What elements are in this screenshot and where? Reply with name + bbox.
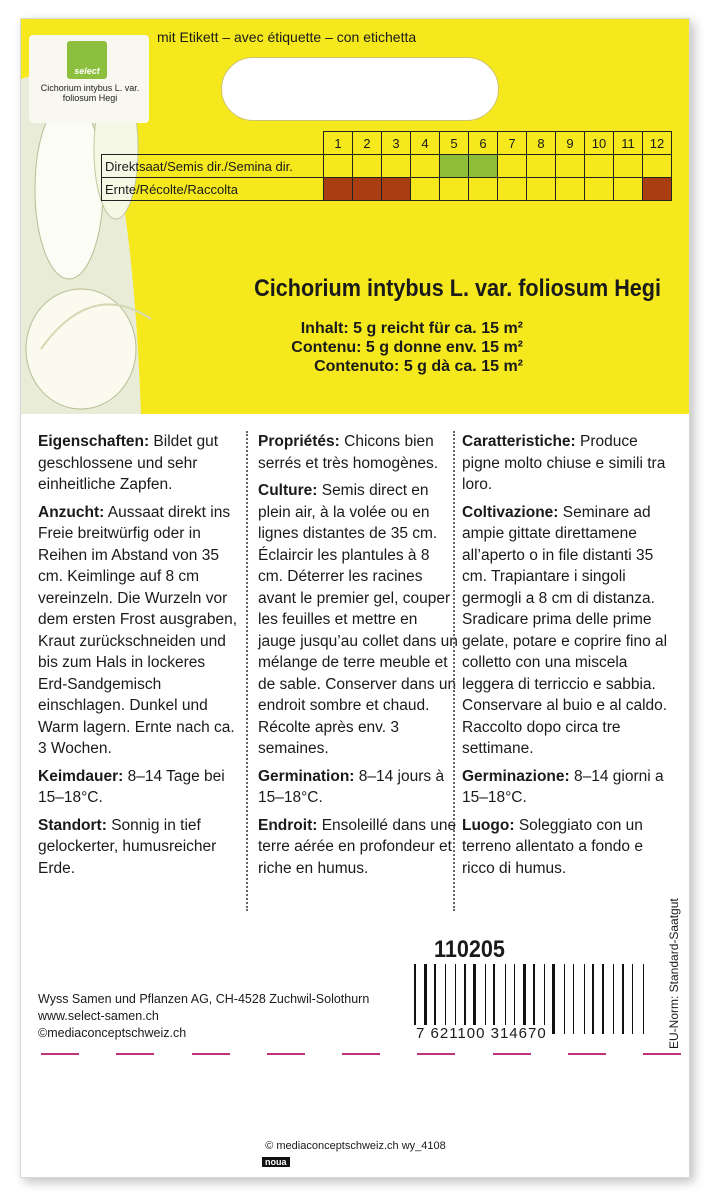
month-label: 12 xyxy=(643,132,672,155)
content-it: Contenuto: 5 g dà ca. 15 m² xyxy=(314,358,523,375)
month-cell xyxy=(411,178,440,201)
website-link[interactable]: www.select-samen.ch xyxy=(38,1009,159,1023)
barcode-bar xyxy=(632,964,633,1034)
barcode-bar xyxy=(602,964,604,1034)
hang-hole xyxy=(221,57,499,121)
barcode-bar xyxy=(514,964,515,1034)
barcode-bar xyxy=(464,964,466,1034)
barcode-bar xyxy=(509,964,511,1034)
month-cell xyxy=(614,155,643,178)
paragraph: Eigenschaften: Bildet gut geschlossene und sehr einheitliche Zapfen. xyxy=(38,433,219,493)
month-label: 2 xyxy=(353,132,382,155)
barcode-bar xyxy=(558,964,560,1034)
paragraph: Coltivazione: Seminare ad ampie gittate direttamene all’aperto o in file distanti 35 cm. Trapiantare i singoli germogli a 8 cm di distanza. Sradicare prima delle prime gelate, potare e coprire fino al colletto con una miscela leggera di terriccio e sabbia. Conservare al buio e al caldo. Raccolto dopo circa tre settimane. xyxy=(462,503,668,757)
row-label: Direktsaat/Semis dir./Semina dir. xyxy=(102,155,324,178)
month-label: 7 xyxy=(498,132,527,155)
label-note: mit Etikett – avec étiquette – con etichetta xyxy=(157,29,417,45)
month-cell xyxy=(382,178,411,201)
column-italian xyxy=(462,431,677,885)
lot-number: 110205 xyxy=(434,936,505,963)
barcode-bar xyxy=(430,964,431,1034)
barcode-bar xyxy=(544,964,545,1034)
barcode-bar xyxy=(459,964,460,1034)
barcode-bar xyxy=(588,964,589,1034)
barcode-bar xyxy=(533,964,535,1034)
select-logo: select xyxy=(67,41,107,79)
barcode-bar xyxy=(613,964,614,1034)
barcode-bar xyxy=(498,964,501,1034)
barcode-bar xyxy=(455,964,456,1034)
content-info xyxy=(21,319,523,376)
barcode-bar xyxy=(529,964,530,1034)
paragraph: Propriétés: Chicons bien serrés et très homogènes. xyxy=(258,433,439,472)
month-cell xyxy=(440,155,469,178)
barcode-bar xyxy=(445,964,446,1034)
paragraph: Culture: Semis direct en plein air, à la volée ou en lignes distantes de 35 cm. Éclaircir les plantules à 8 cm. Déterrer les racines avant le premier gel, couper les feuilles et mettre en jauge jusqu’au collet dans un mélange de terre meuble et de sable. Conserver dans un endroit sombre et chaud. Récolte après env. 3 semaines. xyxy=(258,482,458,757)
month-cell xyxy=(324,178,353,201)
column-french xyxy=(258,431,458,885)
barcode-bar xyxy=(568,964,570,1034)
barcode-bar xyxy=(627,964,629,1034)
barcode-bar xyxy=(577,964,580,1034)
month-cell xyxy=(324,155,353,178)
paragraph: Endroit: Ensoleillé dans une terre aérée en profondeur et riche en humus. xyxy=(258,816,457,877)
month-label: 6 xyxy=(469,132,498,155)
cut-line xyxy=(41,1053,681,1055)
seed-packet xyxy=(20,18,690,1178)
address-line: ©mediaconceptschweiz.ch xyxy=(38,1026,187,1040)
barcode-bar xyxy=(548,964,549,1034)
month-cell xyxy=(527,178,556,201)
month-label: 3 xyxy=(382,132,411,155)
barcode-bar xyxy=(622,964,624,1034)
paragraph: Caratteristiche: Produce pigne molto chiuse e simili tra loro. xyxy=(462,433,666,493)
barcode-bar xyxy=(419,964,420,1034)
barcode-bar xyxy=(485,964,486,1034)
product-title: Cichorium intybus L. var. foliosum Hegi xyxy=(254,275,662,302)
barcode-bar xyxy=(439,964,441,1034)
month-label: 8 xyxy=(527,132,556,155)
month-label: 4 xyxy=(411,132,440,155)
barcode-digits: 7 621100 314670 xyxy=(416,1025,547,1042)
barcode-bar xyxy=(647,964,649,1034)
address-line: Wyss Samen und Pflanzen AG, CH-4528 Zuchwil-Solothurn xyxy=(38,992,370,1006)
month-cell xyxy=(353,178,382,201)
row-label: Ernte/Récolte/Raccolta xyxy=(102,178,324,201)
paragraph: Standort: Sonnig in tief gelockerter, humusreicher Erde. xyxy=(38,816,217,877)
month-cell xyxy=(585,155,614,178)
print-credit: © mediaconceptschweiz.ch wy_4108 xyxy=(265,1140,446,1152)
month-label: 1 xyxy=(324,132,353,155)
barcode-bar xyxy=(617,964,618,1034)
month-cell xyxy=(527,155,556,178)
barcode-bar xyxy=(424,964,427,1034)
month-cell xyxy=(440,178,469,201)
barcode-bar xyxy=(493,964,495,1034)
paragraph: Keimdauer: 8–14 Tage bei 15–18°C. xyxy=(38,767,225,806)
company-address xyxy=(38,991,369,1042)
barcode-bar xyxy=(597,964,598,1034)
paragraph: Anzucht: Aussaat direkt ins Freie breitwürfig oder in Reihen im Abstand von 35 cm. Keimlinge auf 8 cm vereinzeln. Die Wurzeln vor dem ersten Frost ausgraben, Kraut zurückschneiden und bis zum Hals in lockeres Erd-Sandgemisch einschlagen. Dunkel und Warm lagern. Ernte nach ca. 3 Wochen. xyxy=(38,503,238,757)
month-cell xyxy=(498,178,527,201)
barcode-bar xyxy=(479,964,481,1034)
month-cell xyxy=(585,178,614,201)
month-cell xyxy=(556,155,585,178)
barcode-bar xyxy=(643,964,644,1034)
month-cell xyxy=(469,155,498,178)
barcode-bar xyxy=(584,964,585,1034)
barcode-bar xyxy=(473,964,476,1034)
barcode-bar xyxy=(449,964,452,1034)
tag-text: Cichorium intybus L. var. foliosum Hegi xyxy=(40,83,140,103)
barcode-bar xyxy=(564,964,565,1034)
calendar-row-sowing xyxy=(102,155,672,178)
content-de: Inhalt: 5 g reicht für ca. 15 m² xyxy=(300,320,523,337)
barcode-bar xyxy=(414,964,416,1034)
barcode-bar xyxy=(592,964,594,1034)
column-divider xyxy=(453,431,455,911)
paragraph: Germinazione: 8–14 giorni a 15–18°C. xyxy=(462,767,664,806)
month-label: 5 xyxy=(440,132,469,155)
month-cell xyxy=(411,155,440,178)
barcode-bar xyxy=(505,964,506,1034)
month-label: 9 xyxy=(556,132,585,155)
month-cell xyxy=(498,155,527,178)
column-german xyxy=(38,431,238,885)
barcode-bar xyxy=(552,964,555,1034)
barcode-bar xyxy=(523,964,526,1034)
barcode-bar xyxy=(469,964,470,1034)
month-cell xyxy=(614,178,643,201)
printer-logo: noua xyxy=(262,1157,290,1167)
barcode-bar xyxy=(434,964,436,1034)
column-divider xyxy=(246,431,248,911)
barcode-bar xyxy=(573,964,574,1034)
month-cell xyxy=(643,178,672,201)
month-label: 10 xyxy=(585,132,614,155)
month-cell xyxy=(353,155,382,178)
paragraph: Luogo: Soleggiato con un terreno allentato a fondo e ricco di humus. xyxy=(462,816,643,877)
barcode-bar xyxy=(636,964,639,1034)
month-cell xyxy=(382,155,411,178)
barcode-bar xyxy=(489,964,490,1034)
month-cell xyxy=(643,155,672,178)
month-cell xyxy=(556,178,585,201)
month-cell xyxy=(469,178,498,201)
yellow-header xyxy=(21,19,689,414)
sowing-calendar xyxy=(101,131,672,201)
paragraph: Germination: 8–14 jours à 15–18°C. xyxy=(258,767,445,806)
calendar-row-harvest xyxy=(102,178,672,201)
month-label: 11 xyxy=(614,132,643,155)
barcode-bar xyxy=(607,964,610,1034)
label-tag xyxy=(29,35,149,123)
barcode-bar xyxy=(518,964,519,1034)
barcode-bar xyxy=(538,964,540,1034)
eu-norm-note: EU-Norm: Standard-Saatgut xyxy=(667,898,681,1049)
content-fr: Contenu: 5 g donne env. 15 m² xyxy=(291,339,523,356)
